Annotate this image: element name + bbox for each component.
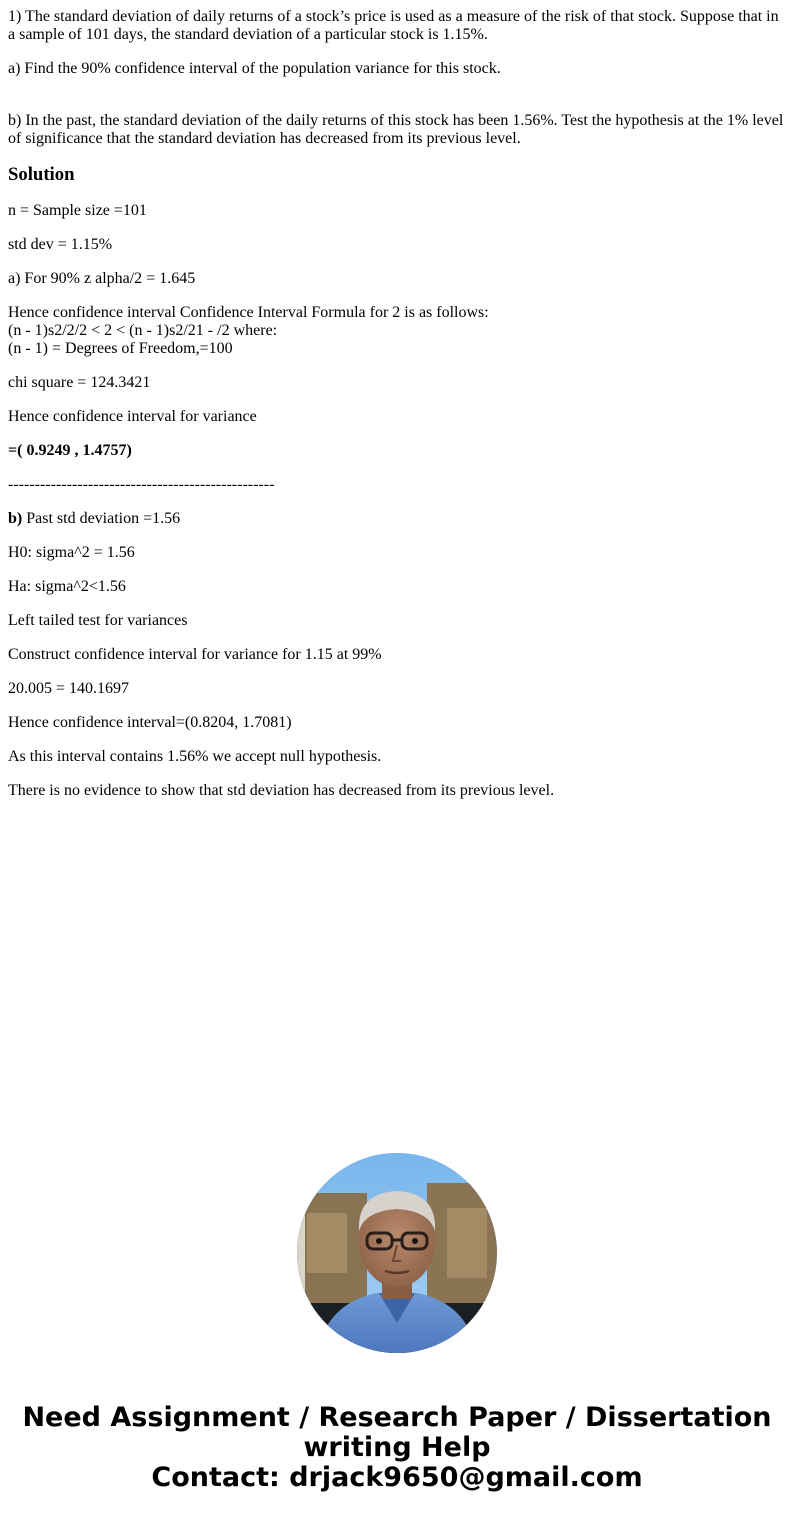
ci-variance-label: Hence confidence interval for variance <box>8 408 257 425</box>
ci-formula-line-1: Hence confidence interval Confidence Interval Formula for 2 is as follows: <box>8 304 489 321</box>
footer-banner <box>0 1403 794 1493</box>
question-part-b: b) In the past, the standard deviation of the daily returns of this stock has been 1.56%. Test the hypothesis at the 1% level of significance that the standard deviation has decreased from its previous level. <box>8 112 784 147</box>
footer-line-2: writing Help <box>303 1432 491 1463</box>
conclusion-line: There is no evidence to show that std deviation has decreased from its previous level. <box>8 782 555 799</box>
separator-line: -------------------------------------------------- <box>8 476 275 493</box>
author-photo-icon <box>297 1153 497 1353</box>
document-body <box>8 8 786 816</box>
ci-formula-block <box>8 304 786 358</box>
std-dev-line: std dev = 1.15% <box>8 236 113 253</box>
z-alpha-line: a) For 90% z alpha/2 = 1.645 <box>8 270 196 287</box>
part-b-label: b) <box>8 510 23 527</box>
null-hypothesis: H0: sigma^2 = 1.56 <box>8 544 135 561</box>
author-avatar <box>297 1153 497 1353</box>
construct-ci-line: Construct confidence interval for variance for 1.15 at 99% <box>8 646 382 663</box>
chi-critical-line: 20.005 = 140.1697 <box>8 680 130 697</box>
part-b-text: Past std deviation =1.56 <box>22 510 181 527</box>
chi-square-line: chi square = 124.3421 <box>8 374 151 391</box>
footer-contact: Contact: drjack9650@gmail.com <box>151 1462 643 1493</box>
footer-line-1: Need Assignment / Research Paper / Dissertation <box>22 1402 772 1433</box>
test-type-line: Left tailed test for variances <box>8 612 188 629</box>
question-part-a: a) Find the 90% confidence interval of the population variance for this stock. <box>8 60 501 77</box>
ci-formula-line-3: (n - 1) = Degrees of Freedom,=100 <box>8 340 233 357</box>
part-b-line <box>8 510 786 528</box>
solution-heading: Solution <box>8 164 75 185</box>
accept-null-line: As this interval contains 1.56% we accept null hypothesis. <box>8 748 382 765</box>
sample-size-line: n = Sample size =101 <box>8 202 147 219</box>
question-intro: 1) The standard deviation of daily returns of a stock’s price is used as a measure of the risk of that stock. Suppose that in a sample of 101 days, the standard deviation of a particular stock is 1.15%. <box>8 8 779 43</box>
ci-99-line: Hence confidence interval=(0.8204, 1.7081) <box>8 714 292 731</box>
ci-variance-value: =( 0.9249 , 1.4757) <box>8 442 132 459</box>
ci-formula-line-2: (n - 1)s2/2/2 < 2 < (n - 1)s2/21 - /2 where: <box>8 322 278 339</box>
alt-hypothesis: Ha: sigma^2<1.56 <box>8 578 126 595</box>
